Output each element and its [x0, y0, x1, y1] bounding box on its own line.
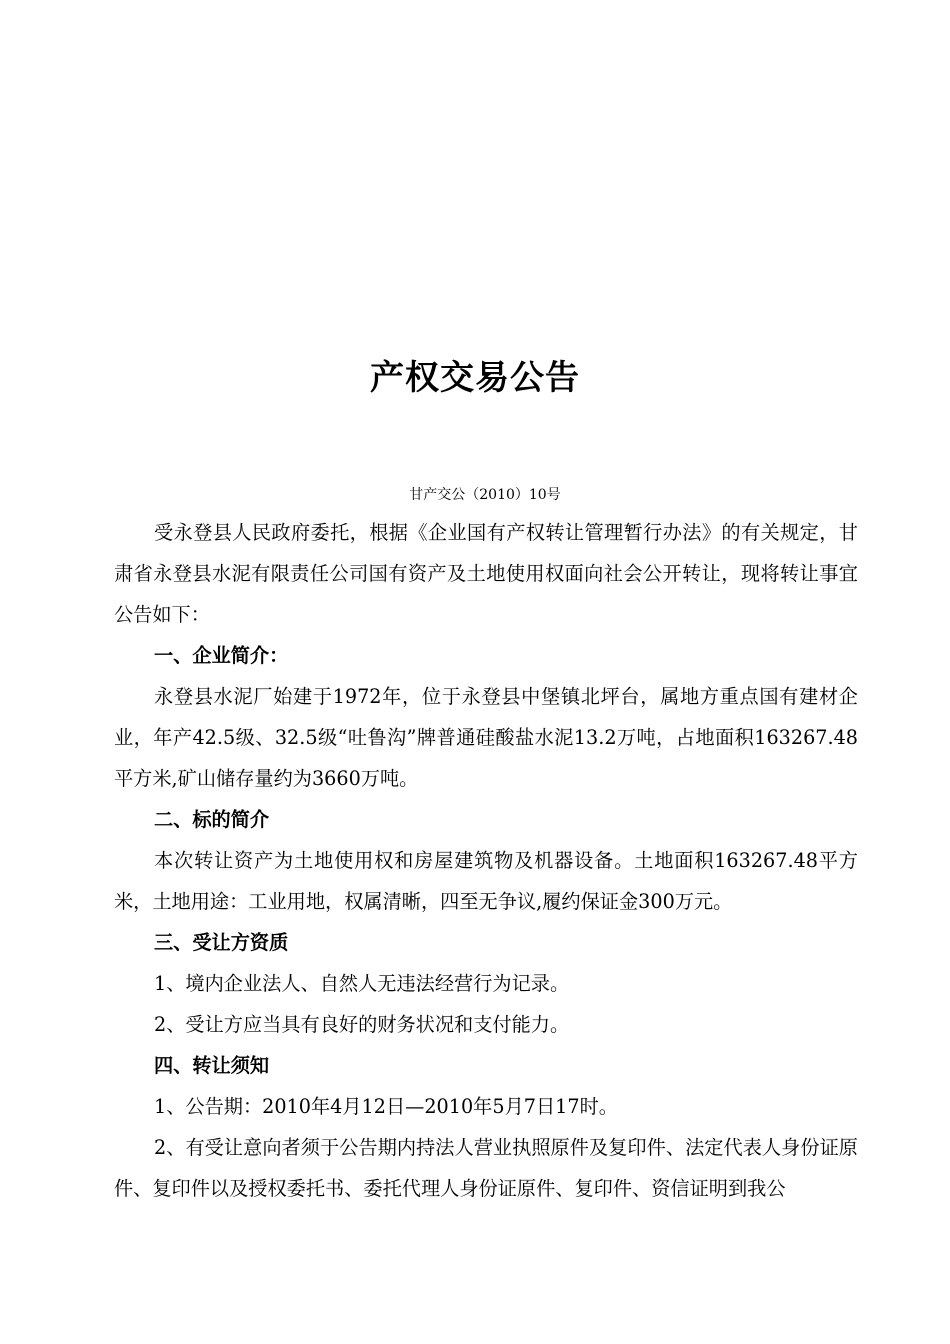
- paragraph-qualification-1: 1、境内企业法人、自然人无违法经营行为记录。: [154, 972, 570, 995]
- paragraph-intro: 受永登县人民政府委托，根据《企业国有产权转让管理暂行办法》的有关规定，甘肃省永登县水泥有限责任公司国有资产及土地使用权面向社会公开转让，现将转让事宜公告如下：: [114, 521, 858, 626]
- document-number: 甘产交公（2010）10号: [409, 487, 561, 503]
- section-heading-qualification: 三、受让方资质: [154, 931, 289, 954]
- paragraph-company: 永登县水泥厂始建于1972年，位于永登县中堡镇北坪台，属地方重点国有建材企业，年产42.5级、32.5级“吐鲁沟”牌普通硅酸盐水泥13.2万吨，占地面积163267.48平方米,矿山储存量约为3660万吨。: [114, 685, 858, 790]
- section-heading-subject: 二、标的简介: [154, 808, 270, 831]
- paragraph-notice-1: 1、公告期：2010年4月12日—2010年5月7日17时。: [154, 1095, 618, 1118]
- document-body: [114, 512, 858, 1209]
- paragraph-notice-2: 2、有受让意向者须于公告期内持法人营业执照原件及复印件、法定代表人身份证原件、复印件以及授权委托书、委托代理人身份证原件、复印件、资信证明到我公: [114, 1136, 858, 1200]
- section-heading-company: 一、企业简介：: [154, 644, 289, 667]
- document-title: 产权交易公告: [370, 358, 580, 398]
- paragraph-subject: 本次转让资产为土地使用权和房屋建筑物及机器设备。土地面积163267.48平方米，土地用途：工业用地，权属清晰，四至无争议,履约保证金300万元。: [114, 849, 858, 913]
- section-heading-notice: 四、转让须知: [154, 1054, 270, 1077]
- paragraph-qualification-2: 2、受让方应当具有良好的财务状况和支付能力。: [154, 1013, 570, 1036]
